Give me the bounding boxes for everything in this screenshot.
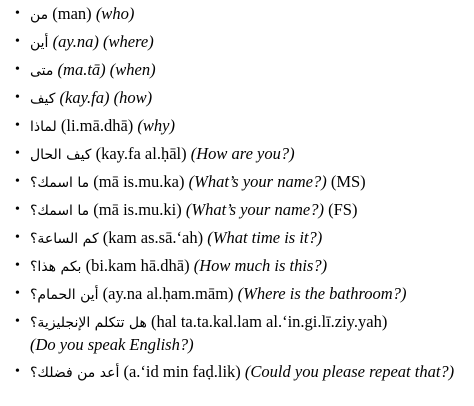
transliteration: (ay.na al.ḥam.mām) [102, 284, 238, 303]
translation: (when) [109, 60, 156, 79]
bullet: • [15, 230, 20, 245]
transliteration: (kay.fa al.ḥāl) [95, 144, 191, 163]
transliteration: (a.‘id min faḍ.lik) [123, 362, 245, 381]
translation: (Do you speak English?) [30, 335, 194, 354]
list-item [0, 87, 474, 109]
list-item [0, 227, 474, 249]
arabic-text: كيف الحال [30, 147, 92, 163]
list-item [0, 143, 474, 165]
list-item [0, 361, 474, 383]
bullet: • [15, 258, 20, 273]
list-item [0, 115, 474, 137]
transliteration: (hal ta.ta.kal.lam al.‘in.gi.lī.ziy.yah) [151, 312, 388, 331]
list-item [0, 283, 474, 305]
translation: (Where is the bathroom?) [237, 284, 407, 303]
bullet: • [15, 90, 20, 105]
arabic-text: أين [30, 35, 49, 51]
transliteration: (mā is.mu.ki) [93, 200, 186, 219]
arabic-text: من [30, 7, 49, 23]
transliteration: (man) [52, 4, 96, 23]
transliteration: (kay.fa) [59, 88, 114, 107]
gender-note: (FS) [323, 200, 358, 219]
bullet: • [15, 202, 20, 217]
arabic-text: لماذا [30, 119, 57, 135]
arabic-text: متى [30, 63, 54, 79]
arabic-text: ما اسمك؟ [30, 203, 90, 219]
transliteration: (mā is.mu.ka) [93, 172, 189, 191]
arabic-text: أعد من فضلك؟ [30, 365, 120, 381]
arabic-text: ما اسمك؟ [30, 175, 90, 191]
list-item [0, 199, 474, 221]
bullet: • [15, 34, 20, 49]
bullet: • [15, 118, 20, 133]
translation: (Could you please repeat that?) [244, 362, 455, 381]
bullet: • [15, 286, 20, 301]
bullet: • [15, 314, 20, 329]
translation: (What’s your name?) [188, 172, 327, 191]
list-item [0, 311, 474, 355]
bullet: • [15, 146, 20, 161]
transliteration: (li.mā.dhā) [60, 116, 138, 135]
arabic-text: كيف [30, 91, 56, 107]
transliteration: (bi.kam hā.dhā) [85, 256, 194, 275]
translation: (What’s your name?) [185, 200, 324, 219]
arabic-text: بكم هذا؟ [30, 259, 82, 275]
translation: (where) [102, 32, 154, 51]
translation: (how) [113, 88, 153, 107]
list-item [0, 171, 474, 193]
bullet: • [15, 364, 20, 379]
bullet: • [15, 174, 20, 189]
translation: (How are you?) [190, 144, 295, 163]
transliteration: (kam as.sā.‘ah) [102, 228, 208, 247]
list-item [0, 255, 474, 277]
transliteration: (ma.tā) [57, 60, 110, 79]
list-item [0, 31, 474, 53]
bullet: • [15, 62, 20, 77]
translation: (How much is this?) [193, 256, 328, 275]
list-item [0, 59, 474, 81]
translation: (What time is it?) [207, 228, 323, 247]
gender-note: (MS) [326, 172, 366, 191]
arabic-text: هل تتكلم الإنجليزية؟ [30, 315, 147, 331]
arabic-text: أين الحمام؟ [30, 287, 99, 303]
arabic-text: كم الساعة؟ [30, 231, 99, 247]
translation: (why) [137, 116, 175, 135]
translation: (who) [95, 4, 135, 23]
list-item [0, 3, 474, 25]
transliteration: (ay.na) [52, 32, 103, 51]
phrase-list [0, 3, 474, 389]
bullet: • [15, 6, 20, 21]
